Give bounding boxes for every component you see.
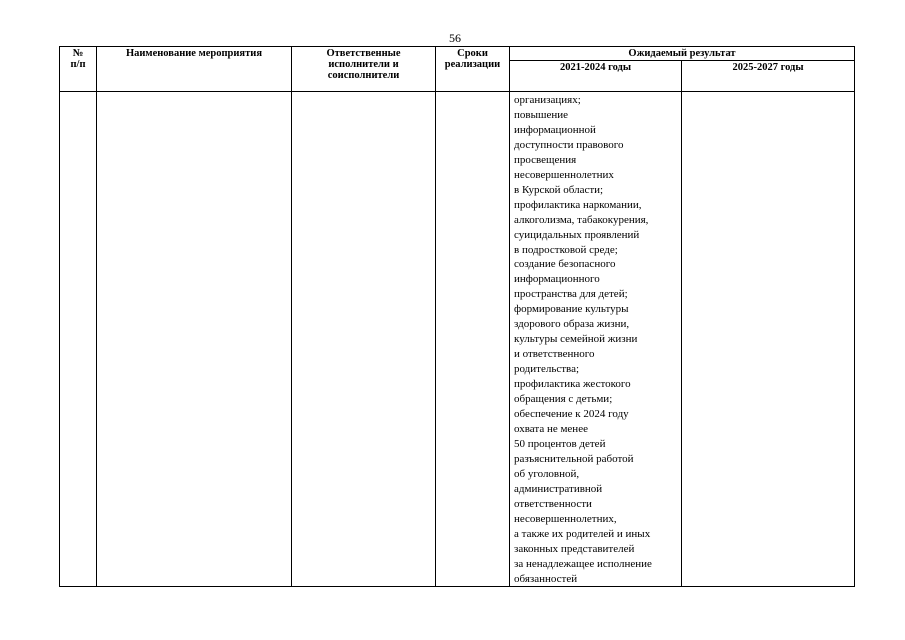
result-line: профилактика наркомании,	[514, 198, 642, 211]
header-period-2021-2024: 2021-2024 годы	[510, 61, 682, 92]
result-line: за ненадлежащее исполнение	[514, 557, 652, 570]
cell-responsible	[292, 92, 436, 587]
cell-result-2021-2024	[510, 92, 682, 587]
result-line: организациях;	[514, 94, 581, 106]
result-line: информационной	[514, 123, 596, 136]
result-line: пространства для детей;	[514, 288, 628, 301]
result-line: алкоголизма, табакокурения,	[514, 213, 649, 226]
result-line: а также их родителей и иных	[514, 527, 651, 540]
result-line: профилактика жестокого	[514, 378, 631, 391]
page-number: 56	[449, 31, 461, 45]
result-line: несовершеннолетних,	[514, 512, 617, 525]
result-line: обязанностей	[514, 572, 578, 585]
result-line: суицидальных проявлений	[514, 228, 640, 241]
header-responsible-line-3: соисполнители	[327, 70, 400, 81]
result-line: об уголовной,	[514, 467, 580, 480]
plan-table	[59, 46, 855, 587]
cell-result-2025-2027	[682, 92, 855, 587]
header-responsible	[292, 47, 436, 92]
result-line: формирование культуры	[514, 303, 629, 316]
result-line: просвещения	[514, 153, 577, 166]
header-deadline	[436, 47, 510, 92]
header-deadline-line-2: реализации	[444, 59, 501, 70]
result-line: информационного	[514, 273, 600, 286]
cell-event-name	[97, 92, 292, 587]
header-num	[60, 47, 97, 92]
header-responsible-line-2: исполнители и	[328, 59, 399, 70]
result-line: несовершеннолетних	[514, 168, 614, 181]
result-line: разъяснительной работой	[514, 452, 634, 465]
result-line: в Курской области;	[514, 183, 604, 196]
result-line: повышение	[514, 108, 568, 121]
cell-num	[60, 92, 97, 587]
cell-deadline	[436, 92, 510, 587]
result-line: здорового образа жизни,	[514, 318, 630, 331]
header-num-line-1: №	[72, 48, 84, 59]
header-responsible-line-1: Ответственные	[326, 48, 401, 59]
result-line: обеспечение к 2024 году	[514, 408, 629, 421]
result-line: доступности правового	[514, 138, 624, 151]
result-line: создание безопасного	[514, 258, 616, 271]
result-line: законных представителей	[514, 542, 635, 555]
result-line: обращения с детьми;	[514, 393, 613, 406]
result-line: охвата не менее	[514, 422, 588, 435]
header-period-2025-2027: 2025-2027 годы	[682, 61, 855, 92]
result-line: административной	[514, 482, 603, 495]
header-deadline-line-1: Сроки	[457, 48, 488, 59]
result-line: культуры семейной жизни	[514, 333, 638, 346]
header-event-name: Наименование мероприятия	[97, 47, 292, 92]
result-line: ответственности	[514, 497, 592, 510]
result-line: в подростковой среде;	[514, 243, 618, 256]
result-line: 50 процентов детей	[514, 437, 606, 450]
header-num-line-2: п/п	[70, 59, 86, 70]
result-line: родительства;	[514, 363, 580, 376]
result-line: и ответственного	[514, 348, 595, 361]
header-expected-result: Ожидаемый результат	[510, 47, 855, 61]
